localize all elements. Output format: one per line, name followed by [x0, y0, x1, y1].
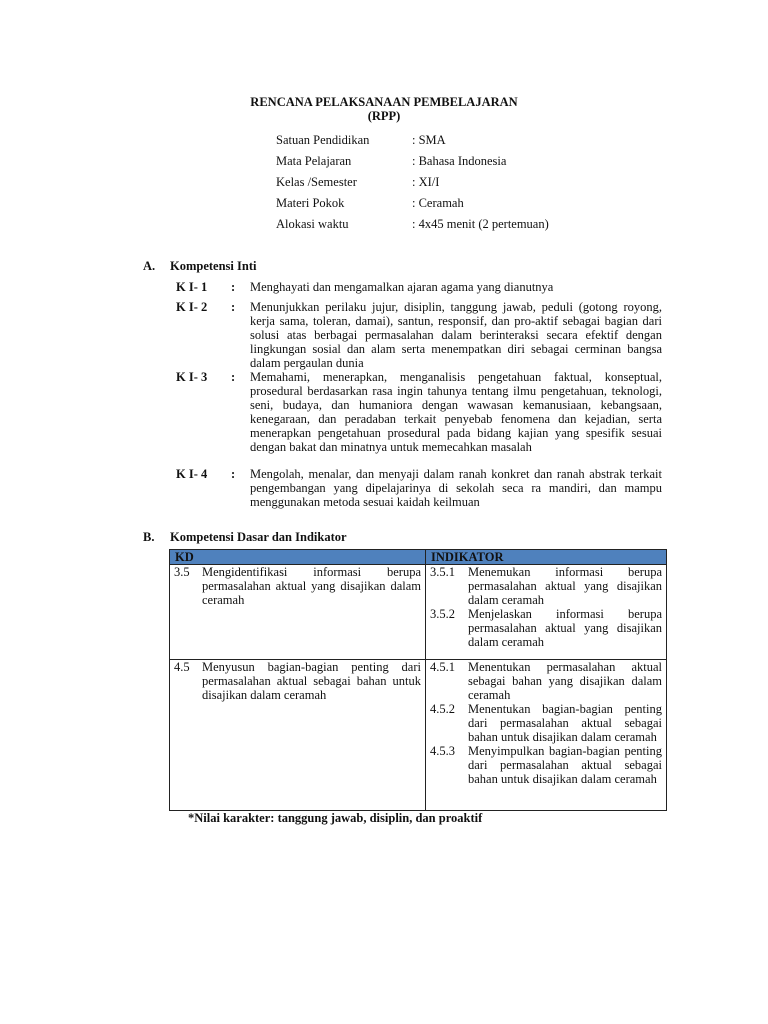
indicator-text: Menentukan bagian-bagian penting dari permasalahan aktual sebagai bahan untuk disajikan dalam ceramah [468, 702, 662, 744]
column-header-kd: KD [170, 550, 426, 565]
kd-cell [170, 565, 426, 660]
character-values-note: *Nilai karakter: tanggung jawab, disiplin, dan proaktif [188, 811, 483, 825]
ki-text: Mengolah, menalar, dan menyaji dalam ranah konkret dan ranah abstrak terkait pengembangan yang dipelajarinya di sekolah seca ra mandiri, dan mampu menggunakan metoda sesuai kaidah keilmuan [250, 467, 662, 509]
ki-colon: : [231, 280, 236, 294]
kd-item [174, 565, 421, 607]
info-value: : XI/I [412, 175, 440, 189]
ki-item-3 [176, 370, 662, 454]
ki-text: Menunjukkan perilaku jujur, disiplin, tanggung jawab, peduli (gotong royong, kerja sama, toleran, damai), santun, responsif, dan pro-aktif sebagai bagian dari solusi atas berbagai permasalahan dalam berinteraksi secara efektif dengan lingkungan sosial dan alam serta menempatkan diri sebagai cerminan bangsa dalam pergaulan dunia [250, 300, 662, 370]
table-header-row [170, 550, 667, 565]
indicator-text: Menjelaskan informasi berupa permasalahan aktual yang disajikan dalam ceramah [468, 607, 662, 649]
section-number: B. [143, 530, 155, 544]
kd-indicator-table [169, 549, 667, 811]
section-title: Kompetensi Inti [170, 259, 257, 273]
indicator-number: 4.5.2 [430, 702, 455, 716]
indicator-item [430, 565, 662, 607]
ki-colon: : [231, 300, 236, 314]
ki-code: K I- 2 [176, 300, 208, 314]
info-value: : 4x45 menit (2 pertemuan) [412, 217, 549, 231]
indicator-text: Menemukan informasi berupa permasalahan aktual yang disajikan dalam ceramah [468, 565, 662, 607]
ki-item-1 [176, 280, 662, 294]
indicator-item [430, 744, 662, 786]
ki-text: Memahami, menerapkan, menganalisis pengetahuan faktual, konseptual, prosedural berdasarkan rasa ingin tahunya tentang ilmu pengetahuan, teknologi, seni, budaya, dan humaniora dengan wawasan kemanusiaan, kebangsaan, kenegaraan, dan peradaban terkait penyebab fenomena dan kejadian, serta menerapkan pengetahuan prosedural pada bidang kajian yang spesifik sesuai dengan bakat dan minatnya untuk memecahkan masalah [250, 370, 662, 454]
indicator-number: 4.5.3 [430, 744, 455, 758]
ki-code: K I- 1 [176, 280, 208, 294]
info-value: : SMA [412, 133, 446, 147]
indicator-text: Menentukan permasalahan aktual sebagai bahan yang disajikan dalam ceramah [468, 660, 662, 702]
info-value: : Ceramah [412, 196, 464, 210]
ki-text: Menghayati dan mengamalkan ajaran agama yang dianutnya [250, 280, 554, 294]
document-title: RENCANA PELAKSANAAN PEMBELAJARAN [250, 95, 518, 109]
ki-item-2 [176, 300, 662, 370]
section-a-heading [143, 259, 256, 273]
section-title: Kompetensi Dasar dan Indikator [170, 530, 347, 544]
kd-number: 4.5 [174, 660, 190, 674]
ki-code: K I- 4 [176, 467, 208, 481]
table-row [170, 660, 667, 811]
info-value: : Bahasa Indonesia [412, 154, 507, 168]
info-label: Kelas /Semester [276, 175, 357, 189]
indicator-number: 4.5.1 [430, 660, 455, 674]
table-row [170, 565, 667, 660]
kd-item [174, 660, 421, 702]
indicator-cell [426, 565, 667, 660]
kd-cell [170, 660, 426, 811]
ki-item-4 [176, 467, 662, 509]
info-label: Alokasi waktu [276, 217, 349, 231]
document-subtitle: (RPP) [367, 109, 401, 123]
column-header-indikator: INDIKATOR [426, 550, 667, 565]
info-label: Mata Pelajaran [276, 154, 352, 168]
ki-code: K I- 3 [176, 370, 208, 384]
indicator-item [430, 660, 662, 702]
section-b-heading [143, 530, 347, 544]
indicator-number: 3.5.1 [430, 565, 455, 579]
info-label: Satuan Pendidikan [276, 133, 370, 147]
indicator-number: 3.5.2 [430, 607, 455, 621]
info-label: Materi Pokok [276, 196, 345, 210]
kd-text: Mengidentifikasi informasi berupa permasalahan aktual yang disajikan dalam ceramah [202, 565, 421, 607]
ki-colon: : [231, 467, 236, 481]
indicator-cell [426, 660, 667, 811]
indicator-item [430, 607, 662, 649]
indicator-text: Menyimpulkan bagian-bagian penting dari permasalahan aktual sebagai bahan untuk disajikan dalam ceramah [468, 744, 662, 786]
kd-number: 3.5 [174, 565, 190, 579]
kd-text: Menyusun bagian-bagian penting dari permasalahan aktual sebagai bahan untuk disajikan dalam ceramah [202, 660, 421, 702]
section-number: A. [143, 259, 156, 273]
ki-colon: : [231, 370, 236, 384]
indicator-item [430, 702, 662, 744]
